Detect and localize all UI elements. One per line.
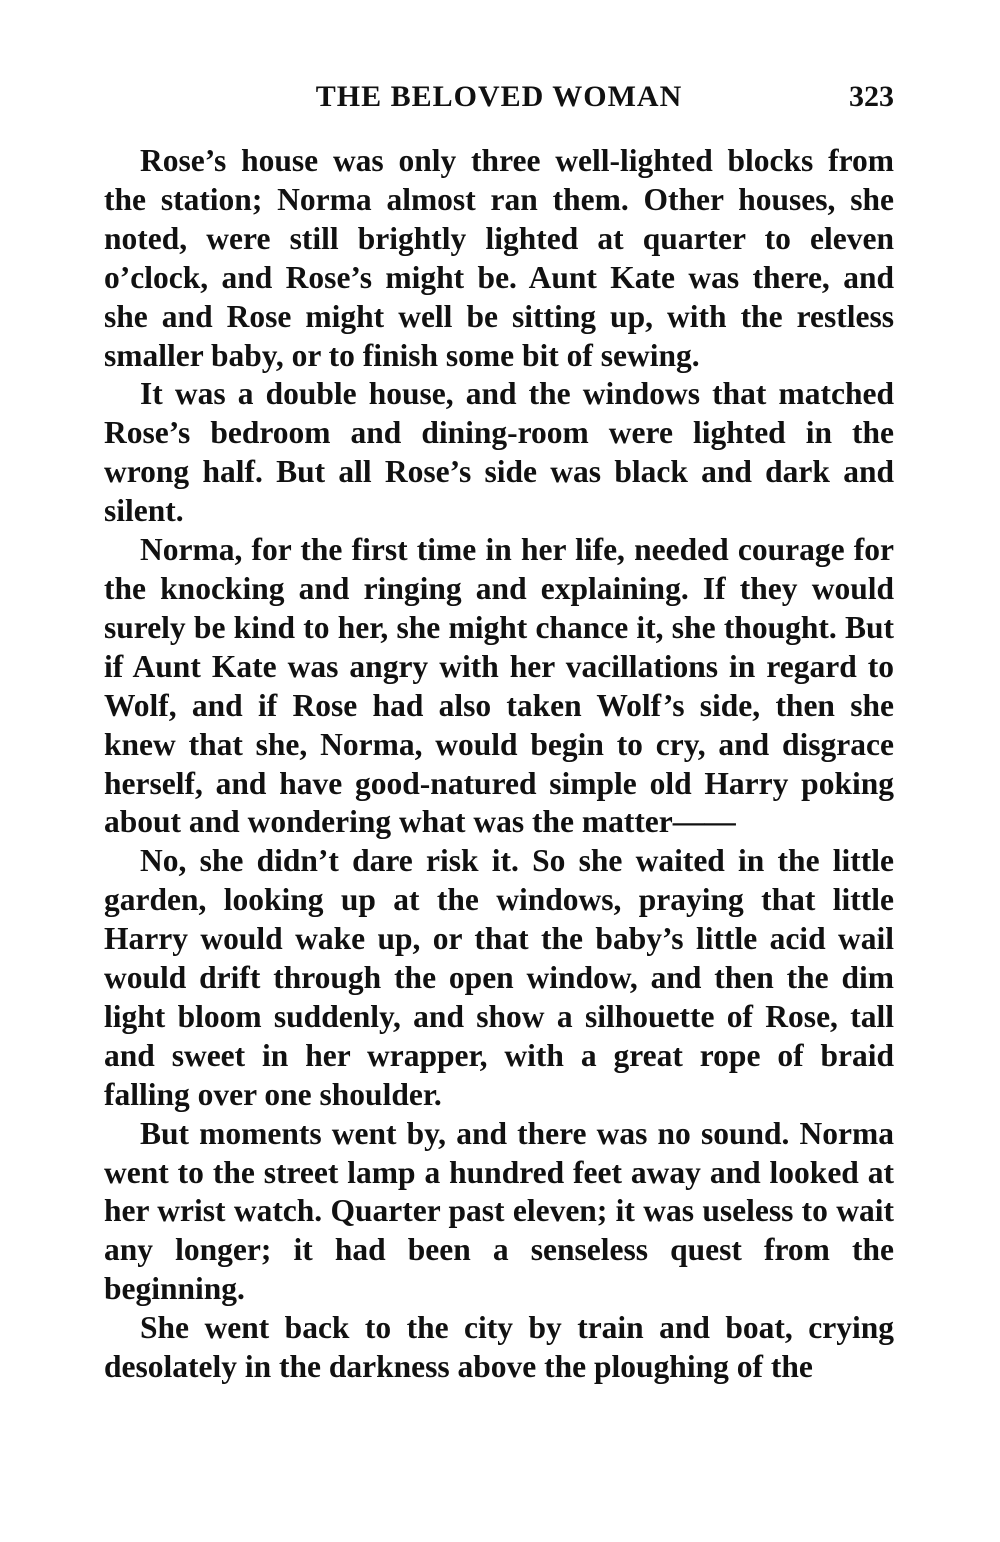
- paragraph: She went back to the city by train and boat, crying desolately in the darkness above the ploughing of the: [104, 1310, 894, 1385]
- page-number: 323: [849, 80, 894, 113]
- paragraph: But moments went by, and there was no sound. Norma went to the street lamp a hundred feet away and looked at her wrist watch. Quarter past eleven; it was useless to wait any longer; it had been a senseless quest from the beginning.: [104, 1115, 894, 1307]
- book-page: [104, 80, 894, 1387]
- running-head: [104, 80, 894, 124]
- paragraph: Rose’s house was only three well-lighted blocks from the station; Norma almost ran them. Other houses, she noted, were still brightly lighted at quarter to eleven o’clock, and Rose’s might be. Aunt Kate was there, and she and Rose might well be sitting up, with the restless smaller baby, or to finish some bit of sewing.: [104, 143, 894, 373]
- running-title: THE BELOVED WOMAN: [315, 80, 683, 113]
- body-text: [104, 142, 894, 1387]
- paragraph: Norma, for the first time in her life, needed courage for the knocking and ringing and explaining. If they would surely be kind to her, she might chance it, she thought. But if Aunt Kate was angry with her vacillations in regard to Wolf, and if Rose had also taken Wolf’s side, then she knew that she, Norma, would begin to cry, and disgrace herself, and have good-natured simple old Harry poking about and wondering what was the matter——: [104, 532, 894, 840]
- paragraph: No, she didn’t dare risk it. So she waited in the little garden, looking up at the windows, praying that little Harry would wake up, or that the baby’s little acid wail would drift through the open window, and then the dim light bloom suddenly, and show a silhouette of Rose, tall and sweet in her wrapper, with a great rope of braid falling over one shoulder.: [104, 843, 894, 1112]
- paragraph: It was a double house, and the windows that matched Rose’s bedroom and dining-room were lighted in the wrong half. But all Rose’s side was black and dark and silent.: [104, 376, 894, 529]
